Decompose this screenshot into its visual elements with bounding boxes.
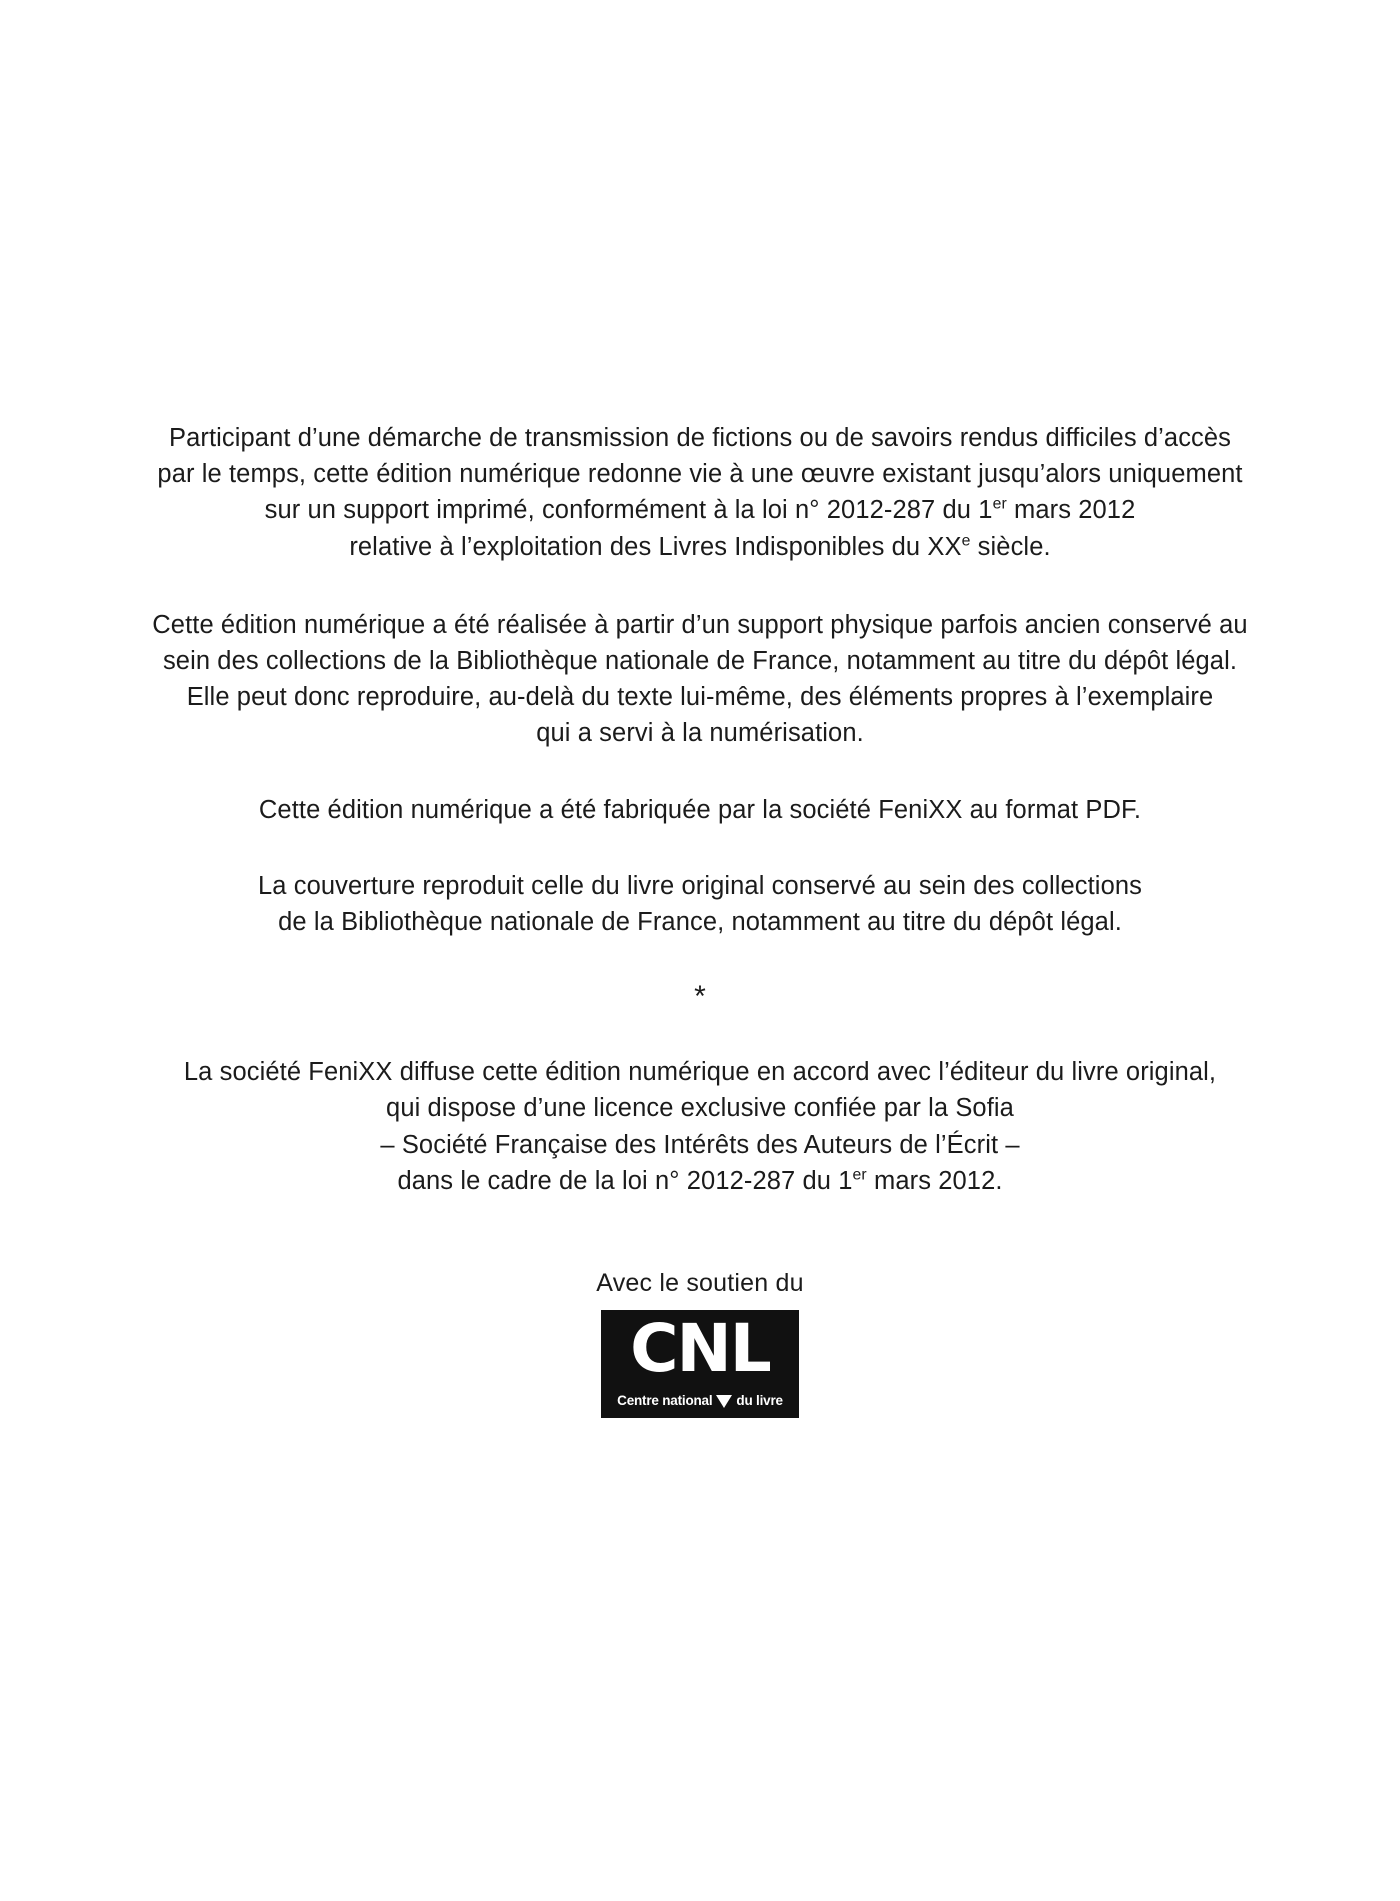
paragraph-line-century: [349, 533, 1050, 561]
paragraph-cover: [140, 868, 1260, 940]
logo-caption: Avec le soutien du: [596, 1269, 804, 1298]
support-logo-block: [596, 1269, 803, 1418]
ordinal-suffix: er: [992, 495, 1007, 513]
cnl-subtitle-left: Centre national: [617, 1393, 713, 1409]
paragraph-line: Participant d’une démarche de transmission de fictions ou de savoirs rendus difficiles d’accès: [168, 424, 1232, 452]
legal-notice-content: [0, 420, 1400, 1418]
law-text-before: sur un support imprimé, conformément à la loi n° 2012-287 du 1: [264, 496, 993, 525]
triangle-icon: [716, 1395, 732, 1408]
paragraph-fabrication: [140, 792, 1260, 828]
paragraph-line: – Société Française des Intérêts des Auteurs de l’Écrit –: [380, 1130, 1020, 1159]
paragraph-line: qui dispose d’une licence exclusive confiée par la Sofia: [386, 1094, 1014, 1123]
paragraph-line: Elle peut donc reproduire, au-delà du texte lui-même, des éléments propres à l’exemplaire: [186, 683, 1214, 712]
paragraph-line: qui a servi à la numérisation.: [536, 719, 864, 748]
cnl-subtitle: [601, 1391, 799, 1411]
cnl-acronym: CNL: [630, 1310, 770, 1388]
cnl-subtitle-right: du livre: [736, 1393, 783, 1409]
paragraph-line: de la Bibliothèque nationale de France, notamment au titre du dépôt légal.: [278, 908, 1122, 937]
century-text-before: relative à l’exploitation des Livres Indisponibles du XX: [349, 532, 962, 561]
paragraph-transmission: [140, 420, 1260, 565]
cnl-logo: [601, 1310, 799, 1418]
law-text-before: dans le cadre de la loi n° 2012-287 du 1: [397, 1166, 853, 1195]
century-text-after: siècle.: [970, 532, 1051, 561]
section-separator-asterisk: *: [694, 980, 706, 1014]
paragraph-line: La couverture reproduit celle du livre original conservé au sein des collections: [258, 871, 1142, 900]
paragraph-line: Cette édition numérique a été fabriquée par la société FeniXX au format PDF.: [258, 795, 1142, 824]
ordinal-suffix: e: [961, 532, 971, 550]
paragraph-line-law: [265, 496, 1136, 524]
law-text-after: mars 2012: [1006, 496, 1136, 525]
law-text-after: mars 2012.: [866, 1166, 1003, 1195]
paragraph-distribution: [140, 1054, 1260, 1199]
paragraph-line: par le temps, cette édition numérique redonne vie à une œuvre existant jusqu’alors uniquement: [157, 460, 1243, 489]
paragraph-line-law: [397, 1167, 1002, 1195]
paragraph-line: sein des collections de la Bibliothèque nationale de France, notamment au titre du dépôt légal.: [162, 647, 1238, 676]
paragraph-line: Cette édition numérique a été réalisée à partir d’un support physique parfois ancien conservé au: [152, 610, 1248, 639]
ordinal-suffix: er: [852, 1166, 867, 1184]
paragraph-line: La société FeniXX diffuse cette édition numérique en accord avec l’éditeur du livre original,: [183, 1058, 1217, 1087]
paragraph-source-support: [140, 607, 1260, 752]
